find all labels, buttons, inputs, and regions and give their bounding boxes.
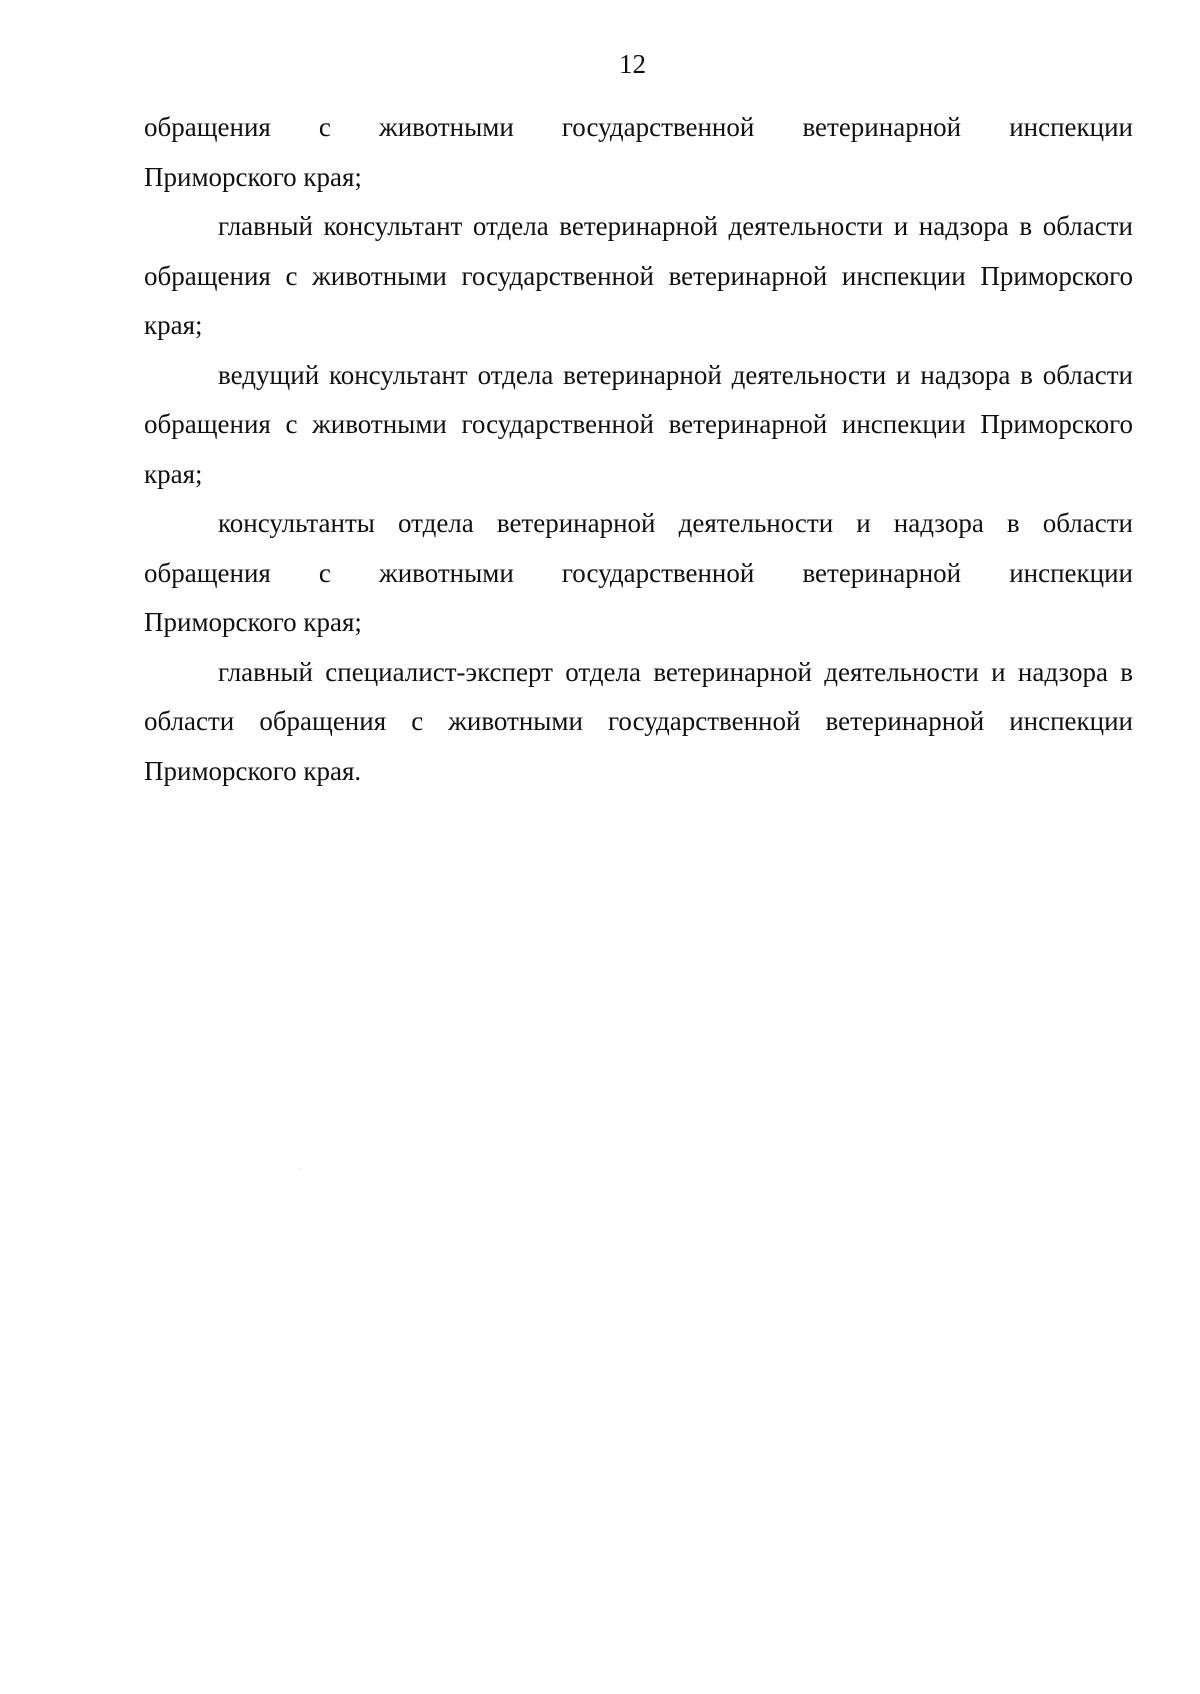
paragraph-consultants	[144, 499, 1133, 648]
paragraph-chief-consultant: главный консультант отдела ветеринарной деятельности и надзора в области обращения с животными государственной ветеринарной инспекции Приморского края;	[144, 211, 1133, 340]
paragraph-line: Приморского края;	[144, 161, 362, 192]
document-body	[144, 103, 1133, 796]
paragraph-line: обращения с животными государственной ветеринарной инспекции	[144, 112, 1133, 142]
page-number: 12	[619, 49, 646, 79]
paragraph-continuation	[144, 103, 1133, 202]
paragraph-chief-specialist-expert: главный специалист-эксперт отдела ветеринарной деятельности и надзора в области обращения с животными государственной ветеринарной инспекции Приморского края.	[144, 656, 1133, 786]
paragraph-line: консультанты отдела ветеринарной деятельности и надзора в области	[218, 508, 1133, 538]
paragraph-leading-consultant: ведущий консультант отдела ветеринарной деятельности и надзора в области обращения с животными государственной ветеринарной инспекции Приморского края;	[144, 359, 1133, 489]
paragraph-line: обращения с животными государственной ветеринарной инспекции	[144, 557, 1133, 588]
paragraph-line: Приморского края;	[144, 607, 362, 637]
scan-speck	[299, 1168, 300, 1169]
